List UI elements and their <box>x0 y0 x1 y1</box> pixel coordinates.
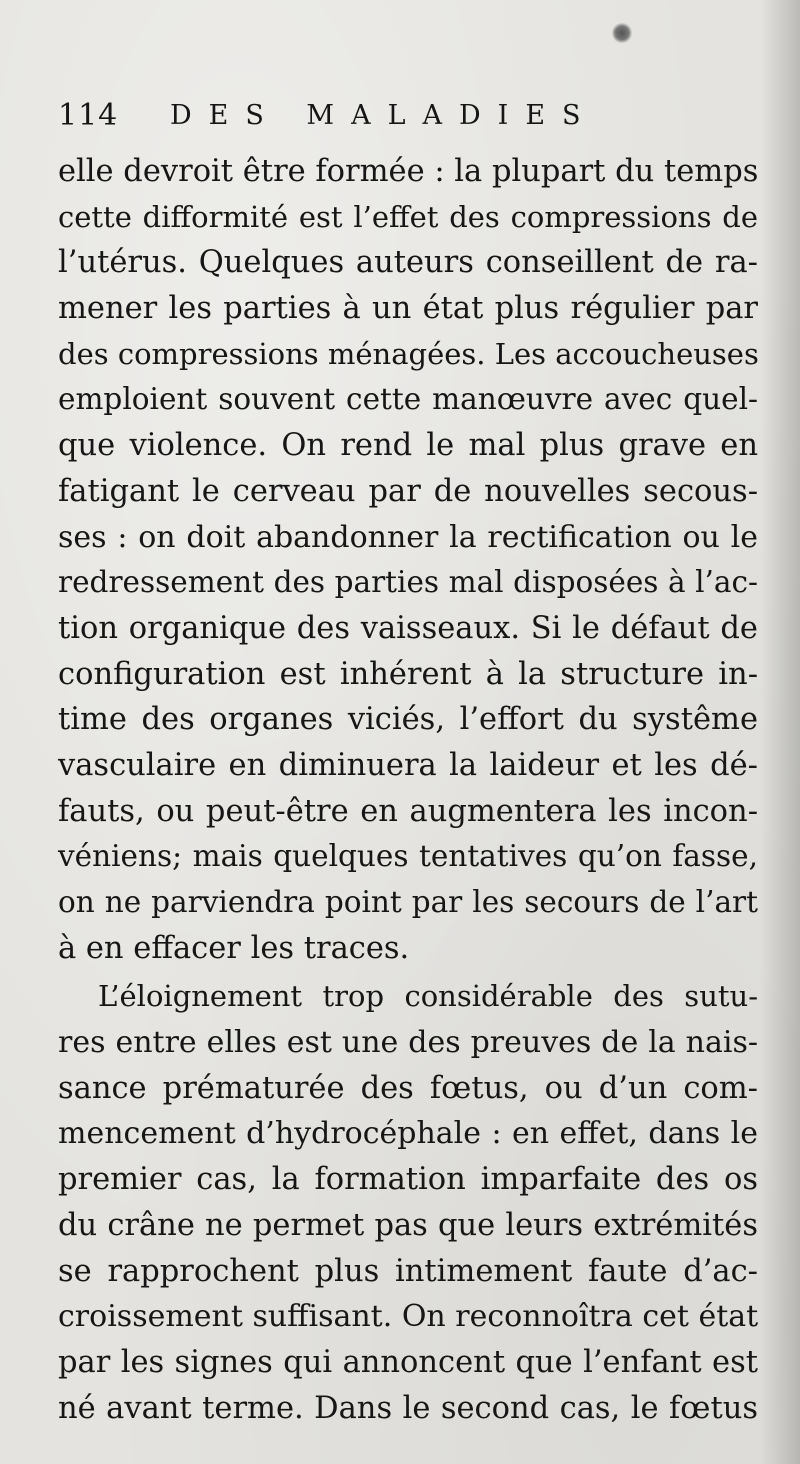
page-number: 114 <box>58 98 119 133</box>
text-line: L’éloignement trop considérable des sutu- <box>98 979 758 1014</box>
text-line: emploient souvent cette manœuvre avec quel- <box>58 382 758 417</box>
text-line: fatigant le cerveau par de nouvelles secous- <box>58 473 758 509</box>
text-line: elle devroit être formée : la plupart du temps <box>58 154 759 189</box>
text-line: sance prématurée des fœtus, ou d’un com- <box>58 1070 758 1106</box>
text-line: mener les parties à un état plus régulier par <box>58 291 758 327</box>
text-line: vasculaire en diminuera la laideur et les dé- <box>58 747 758 783</box>
text-line: que violence. On rend le mal plus grave en <box>58 428 758 464</box>
text-line: premier cas, la formation imparfaite des os <box>58 1162 758 1198</box>
text-line: res entre elles est une des preuves de la nais- <box>58 1025 758 1061</box>
text-line: du crâne ne permet pas que leurs extrémités <box>58 1207 758 1243</box>
text-line: fauts, ou peut-être en augmentera les incon- <box>58 793 758 829</box>
running-title: DES MALADIES <box>170 100 598 131</box>
text-line: redressement des parties mal disposées à l’ac- <box>58 565 758 600</box>
text-line: véniens; mais quelques tentatives qu’on fasse, <box>58 839 758 874</box>
page-edge-shadow <box>760 0 800 1464</box>
text-line: l’utérus. Quelques auteurs conseillent de ra- <box>58 245 758 281</box>
text-line: né avant terme. Dans le second cas, le fœtus <box>58 1390 758 1426</box>
text-line: par les signes qui annoncent que l’enfant est <box>58 1344 758 1380</box>
text-line: time des organes viciés, l’effort du systême <box>58 702 758 738</box>
ink-spot <box>612 22 632 44</box>
text-line: des compressions ménagées. Les accoucheuses <box>58 336 759 371</box>
text-line: configuration est inhérent à la structure in- <box>58 656 758 692</box>
text-line: à en effacer les traces. <box>58 930 410 966</box>
text-line: ses : on doit abandonner la rectification ou le <box>58 519 758 555</box>
text-line: tion organique des vaisseaux. Si le défaut de <box>58 610 758 646</box>
text-line: se rapprochent plus intimement faute d’ac- <box>58 1253 758 1289</box>
text-line: on ne parviendra point par les secours de l’art <box>58 885 758 919</box>
body-text <box>58 149 758 1431</box>
text-line: croissement suffisant. On reconnoîtra cet état <box>58 1299 759 1335</box>
text-line: mencement d’hydrocéphale : en effet, dans le <box>58 1116 758 1152</box>
text-line: cette difformité est l’effet des compressions de <box>58 199 758 234</box>
page-header <box>58 96 758 136</box>
